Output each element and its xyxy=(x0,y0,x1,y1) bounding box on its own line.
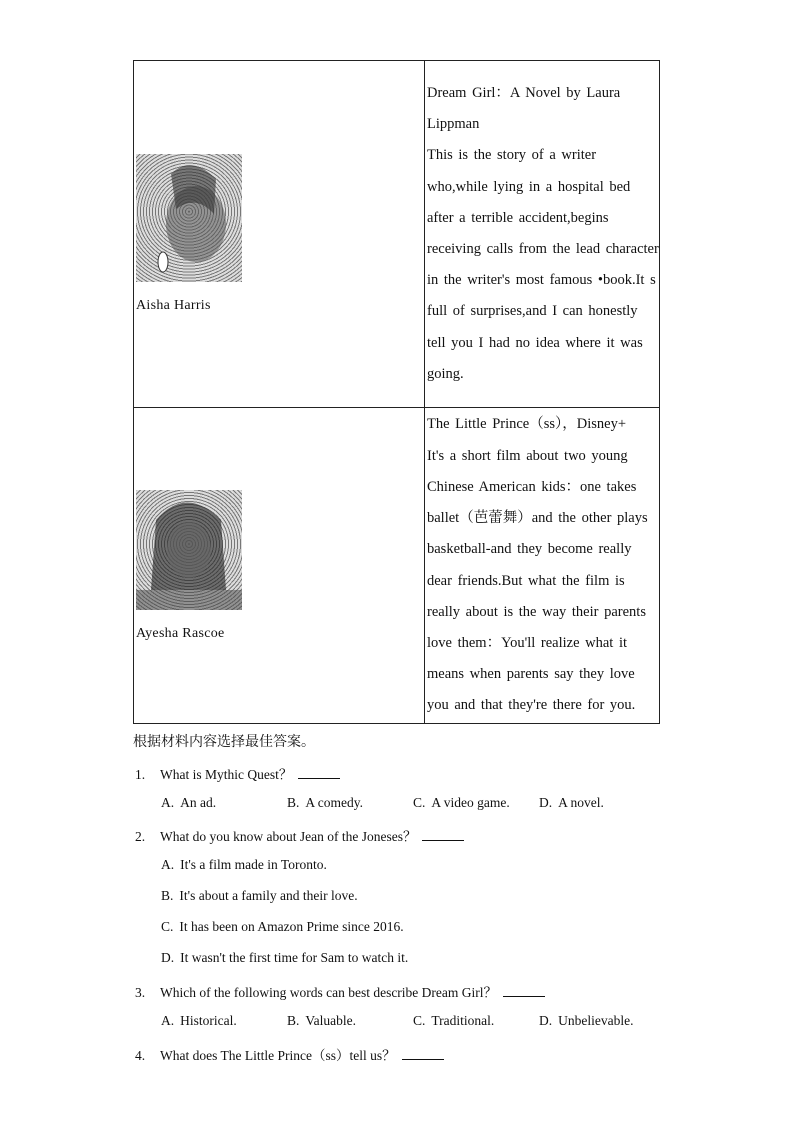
option-b[interactable]: B. Valuable. xyxy=(287,1013,356,1028)
question-4: 4. What does The Little Prince（ss）tell us？ xyxy=(135,1044,444,1064)
person-name: Ayesha Rascoe xyxy=(136,625,225,641)
option-a[interactable]: A. An ad. xyxy=(161,795,217,810)
person-cell xyxy=(134,408,425,724)
person-name: Aisha Harris xyxy=(136,298,211,313)
option-b[interactable]: B. It's about a family and their love. xyxy=(161,888,358,903)
question-3: 3. Which of the following words can best describe Dream Girl？ xyxy=(135,981,545,1001)
person-cell xyxy=(134,61,425,408)
option-b[interactable]: B. A comedy. xyxy=(287,795,364,810)
question-2: 2. What do you know about Jean of the Joneses？ xyxy=(135,825,464,845)
option-a[interactable]: A. It's a film made in Toronto. xyxy=(161,857,327,872)
table-row xyxy=(134,408,660,724)
option-d[interactable]: D. A novel. xyxy=(539,795,604,810)
reviews-table xyxy=(133,60,660,724)
table-row xyxy=(134,61,660,408)
review-title: Dream Girl：A Novel by Laura Lippman xyxy=(427,84,621,133)
option-a[interactable]: A. Historical. xyxy=(161,1013,237,1028)
review-body: It's a short film about two young Chinese American kids：one takes ballet（芭蕾舞）and the other plays basketball-and they become really dear friends.But what the film is really about is the way their parents love them：You'll realize what it means when parents say they love you and that they're there for you. xyxy=(427,447,648,714)
review-cell xyxy=(425,61,660,408)
option-c[interactable]: C. A video game. xyxy=(413,795,510,810)
answer-blank[interactable] xyxy=(422,828,464,841)
review-body: This is the story of a writer who,while lying in a hospital bed after a terrible accident,begins receiving calls from the lead character in the writer's most famous •book.It s full of surprises,and I can honestly tell you I had no idea where it was going. xyxy=(427,147,659,382)
instruction: 根据材料内容选择最佳答案。 xyxy=(133,734,315,750)
option-d[interactable]: D. Unbelievable. xyxy=(539,1013,634,1028)
answer-blank[interactable] xyxy=(298,766,340,779)
question-text: What is Mythic Quest？ xyxy=(160,767,293,782)
portrait-photo-icon xyxy=(136,154,242,282)
option-c[interactable]: C. Traditional. xyxy=(413,1013,495,1028)
question-text: What do you know about Jean of the Joneses？ xyxy=(160,829,417,844)
option-d[interactable]: D. It wasn't the first time for Sam to watch it. xyxy=(161,950,409,965)
review-cell xyxy=(425,408,660,724)
question-text: Which of the following words can best describe Dream Girl？ xyxy=(160,985,498,1000)
option-c[interactable]: C. It has been on Amazon Prime since 2016. xyxy=(161,919,404,934)
portrait-photo-icon xyxy=(136,490,242,610)
answer-blank[interactable] xyxy=(402,1047,444,1060)
answer-blank[interactable] xyxy=(503,984,545,997)
question-text: What does The Little Prince（ss）tell us？ xyxy=(160,1048,396,1063)
question-1: 1. What is Mythic Quest？ xyxy=(135,763,340,783)
review-title: The Little Prince（ss），Disney+ xyxy=(427,416,627,433)
